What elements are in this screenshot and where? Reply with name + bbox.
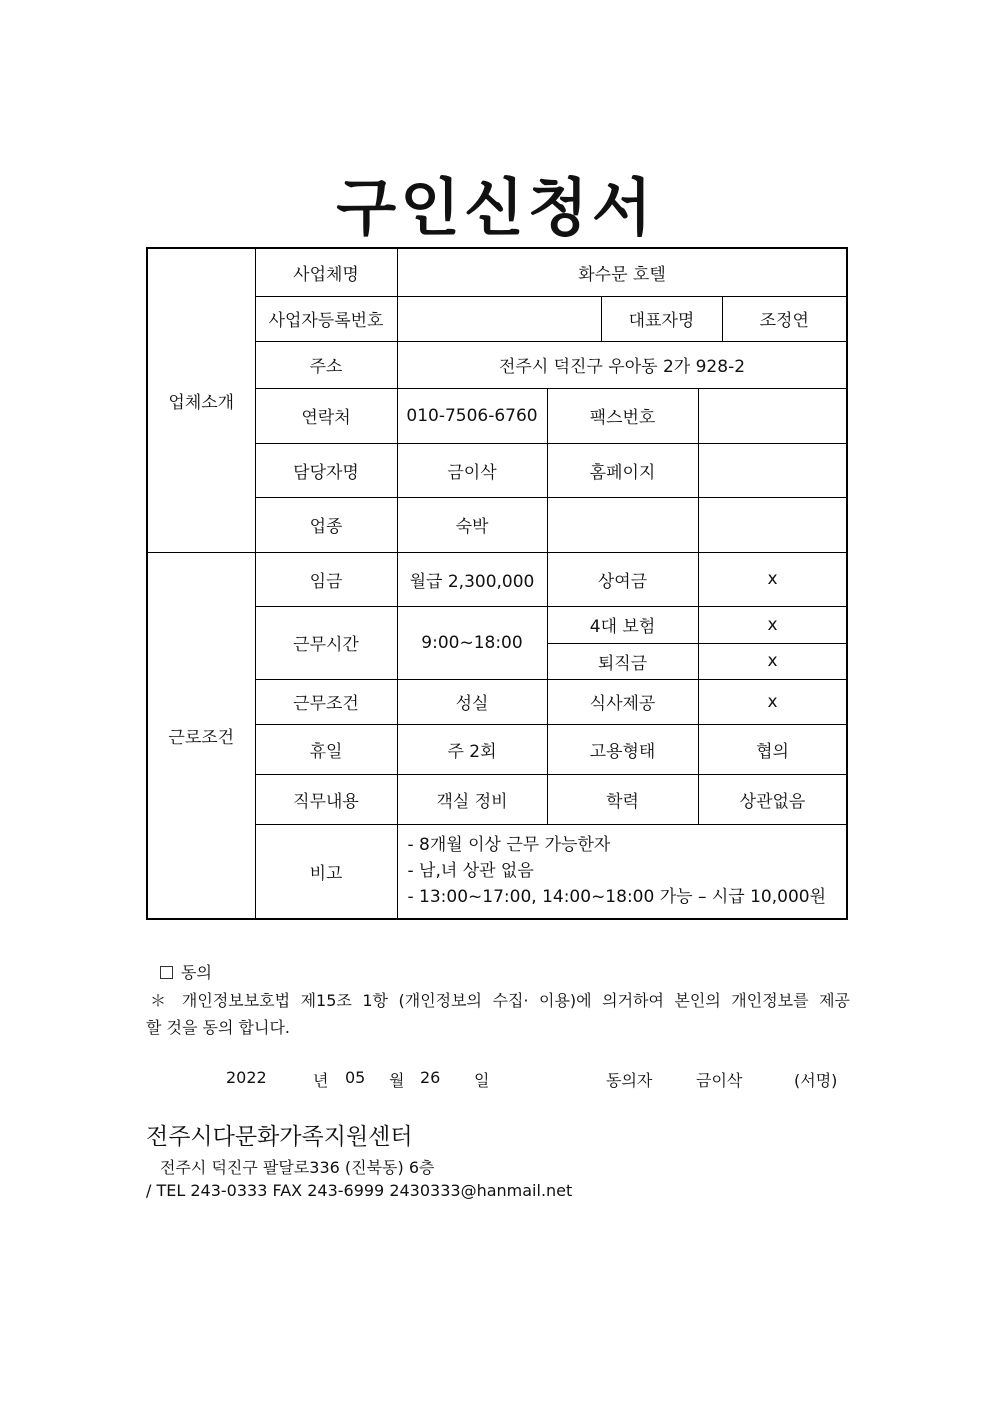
ceo-name-label: 대표자명 bbox=[601, 296, 722, 341]
phone-label: 연락처 bbox=[255, 388, 397, 443]
remark-line: - 13:00~17:00, 14:00~18:00 가능 – 시급 10,000원 bbox=[407, 887, 827, 908]
registration-number-value bbox=[397, 296, 601, 341]
section-remarks: 비고 bbox=[255, 824, 397, 919]
consent-checkbox-label: 동의 bbox=[181, 963, 212, 982]
employment-type-value: 협의 bbox=[698, 724, 847, 774]
organization-contact: / TEL 243-0333 FAX 243-6999 2430333@hanmail.net bbox=[146, 1181, 573, 1200]
consent-text-line1: ＊ 개인정보보호법 제15조 1항 (개인정보의 수집· 이용)에 의거하여 본인의 개인정보를 제공 bbox=[150, 991, 850, 1010]
date-day: 26 bbox=[420, 1068, 441, 1087]
date-month-unit: 월 bbox=[389, 1071, 405, 1090]
holiday-value: 주 2회 bbox=[397, 724, 547, 774]
fax-label: 팩스번호 bbox=[547, 388, 698, 443]
manager-value: 금이삭 bbox=[397, 443, 547, 497]
section-conditions: 근로조건 bbox=[147, 552, 255, 919]
remarks-text bbox=[397, 824, 847, 919]
manager-label: 담당자명 bbox=[255, 443, 397, 497]
empty-cell bbox=[698, 497, 847, 552]
meal-label: 식사제공 bbox=[547, 679, 698, 724]
remark-line: - 남,녀 상관 없음 bbox=[407, 861, 534, 882]
registration-number-label: 사업자등록번호 bbox=[255, 296, 397, 341]
phone-value: 010-7506-6760 bbox=[397, 388, 547, 443]
work-condition-label: 근무조건 bbox=[255, 679, 397, 724]
industry-label: 업종 bbox=[255, 497, 397, 552]
duty-value: 객실 정비 bbox=[397, 774, 547, 824]
fax-value bbox=[698, 388, 847, 443]
job-application-table bbox=[146, 247, 848, 920]
signer-name: 금이삭 bbox=[696, 1071, 743, 1090]
insurance-label: 4대 보험 bbox=[547, 606, 698, 643]
consent-text-line2: 할 것을 동의 합니다. bbox=[146, 1018, 290, 1037]
hours-label: 근무시간 bbox=[255, 606, 397, 679]
date-year-unit: 년 bbox=[313, 1071, 329, 1090]
employment-type-label: 고용형태 bbox=[547, 724, 698, 774]
work-condition-value: 성실 bbox=[397, 679, 547, 724]
remark-line: - 8개월 이상 근무 가능한자 bbox=[407, 835, 611, 856]
address-value: 전주시 덕진구 우아동 2가 928-2 bbox=[397, 341, 847, 388]
severance-label: 퇴직금 bbox=[547, 643, 698, 679]
homepage-value bbox=[698, 443, 847, 497]
signer-label: 동의자 bbox=[606, 1071, 653, 1090]
industry-value: 숙박 bbox=[397, 497, 547, 552]
wage-label: 임금 bbox=[255, 552, 397, 606]
empty-cell bbox=[547, 497, 698, 552]
education-value: 상관없음 bbox=[698, 774, 847, 824]
duty-label: 직무내용 bbox=[255, 774, 397, 824]
date-month: 05 bbox=[345, 1068, 366, 1087]
homepage-label: 홈페이지 bbox=[547, 443, 698, 497]
ceo-name-value: 조정연 bbox=[722, 296, 847, 341]
wage-value: 월급 2,300,000 bbox=[397, 552, 547, 606]
bonus-value: x bbox=[698, 552, 847, 606]
signature-mark: (서명) bbox=[794, 1071, 838, 1090]
consent-checkbox-row[interactable] bbox=[160, 960, 864, 983]
hours-value: 9:00~18:00 bbox=[397, 606, 547, 679]
address-label: 주소 bbox=[255, 341, 397, 388]
page-title: 구인신청서 bbox=[336, 171, 656, 244]
date-year: 2022 bbox=[226, 1068, 267, 1087]
meal-value: x bbox=[698, 679, 847, 724]
insurance-value: x bbox=[698, 606, 847, 643]
organization-name: 전주시다문화가족지원센터 bbox=[146, 1124, 413, 1150]
bonus-label: 상여금 bbox=[547, 552, 698, 606]
business-name-label: 사업체명 bbox=[255, 248, 397, 296]
education-label: 학력 bbox=[547, 774, 698, 824]
severance-value: x bbox=[698, 643, 847, 679]
section-company: 업체소개 bbox=[147, 248, 255, 552]
holiday-label: 휴일 bbox=[255, 724, 397, 774]
organization-address: 전주시 덕진구 팔달로336 (진북동) 6층 bbox=[160, 1158, 435, 1177]
checkbox-icon[interactable] bbox=[160, 966, 173, 979]
business-name-value: 화수문 호텔 bbox=[397, 248, 847, 296]
date-day-unit: 일 bbox=[474, 1071, 490, 1090]
